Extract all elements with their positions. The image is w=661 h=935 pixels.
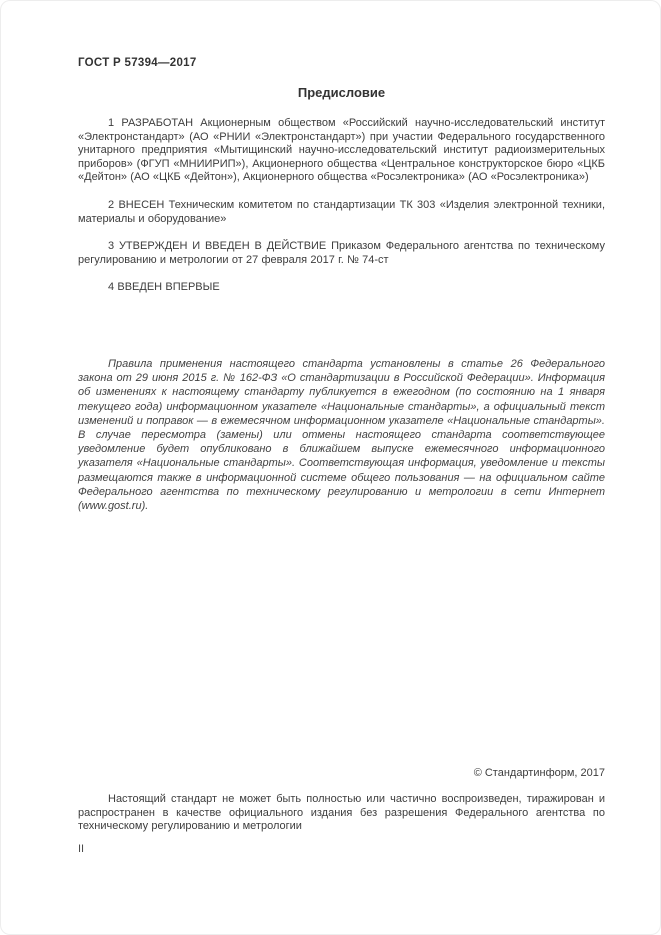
clause-approved: 3 УТВЕРЖДЕН И ВВЕДЕН В ДЕЙСТВИЕ Приказом Федерального агентства по техническому регулированию и метрологии от 27 февраля 2017 г. № 74-ст — [78, 240, 605, 266]
doc-code: ГОСТ Р 57394—2017 — [78, 57, 197, 69]
clause-developed-by: 1 РАЗРАБОТАН Акционерным обществом «Российский научно-исследовательский институт «Электронстандарт» (АО «РНИИ «Электронстандарт») при участии Федерального государственного унитарного предприятия «Мытищинский научно-исследовательский институт радиоизмерительных приборов» (ФГУП «МНИИРИП»), Акционерного общества «Центральное конструкторское бюро «ЦКБ «Дейтон» (АО «ЦКБ «Дейтон»), Акционерного общества «Росэлектроника» (АО «Росэлектроника») — [78, 117, 605, 183]
clause-first-introduced: 4 ВВЕДЕН ВПЕРВЫЕ — [108, 281, 220, 293]
page-number: II — [78, 843, 85, 855]
reproduction-notice: Настоящий стандарт не может быть полностью или частично воспроизведен, тиражирован и распространен в качестве официального издания без разрешения Федерального агентства по техническому регулированию и метрологии — [78, 793, 605, 832]
clause-submitted-by: 2 ВНЕСЕН Техническим комитетом по стандартизации ТК 303 «Изделия электронной техники, материалы и оборудование» — [78, 199, 605, 225]
copyright-line: © Стандартинформ, 2017 — [473, 767, 605, 779]
page-title: Предисловие — [297, 85, 386, 100]
legal-application-note: Правила применения настоящего стандарта установлены в статье 26 Федерального закона от 29 июня 2015 г. № 162-ФЗ «О стандартизации в Российской Федерации». Информация об изменениях к настоящему стандарту публикуется в ежегодном (по состоянию на 1 января текущего года) информационном указателе «Национальные стандарты», а официальный текст изменений и поправок — в ежемесячном информационном указателе «Национальные стандарты». В случае пересмотра (замены) или отмены настоящего стандарта соответствующее уведомление будет опубликовано в ближайшем выпуске ежемесячного информационного указателя «Национальные стандарты». Соответствующая информация, уведомление и тексты размещаются также в информационной системе общего пользования — на официальном сайте Федерального агентства по техническому регулированию и метрологии в сети Интернет (www.gost.ru). — [78, 358, 605, 513]
